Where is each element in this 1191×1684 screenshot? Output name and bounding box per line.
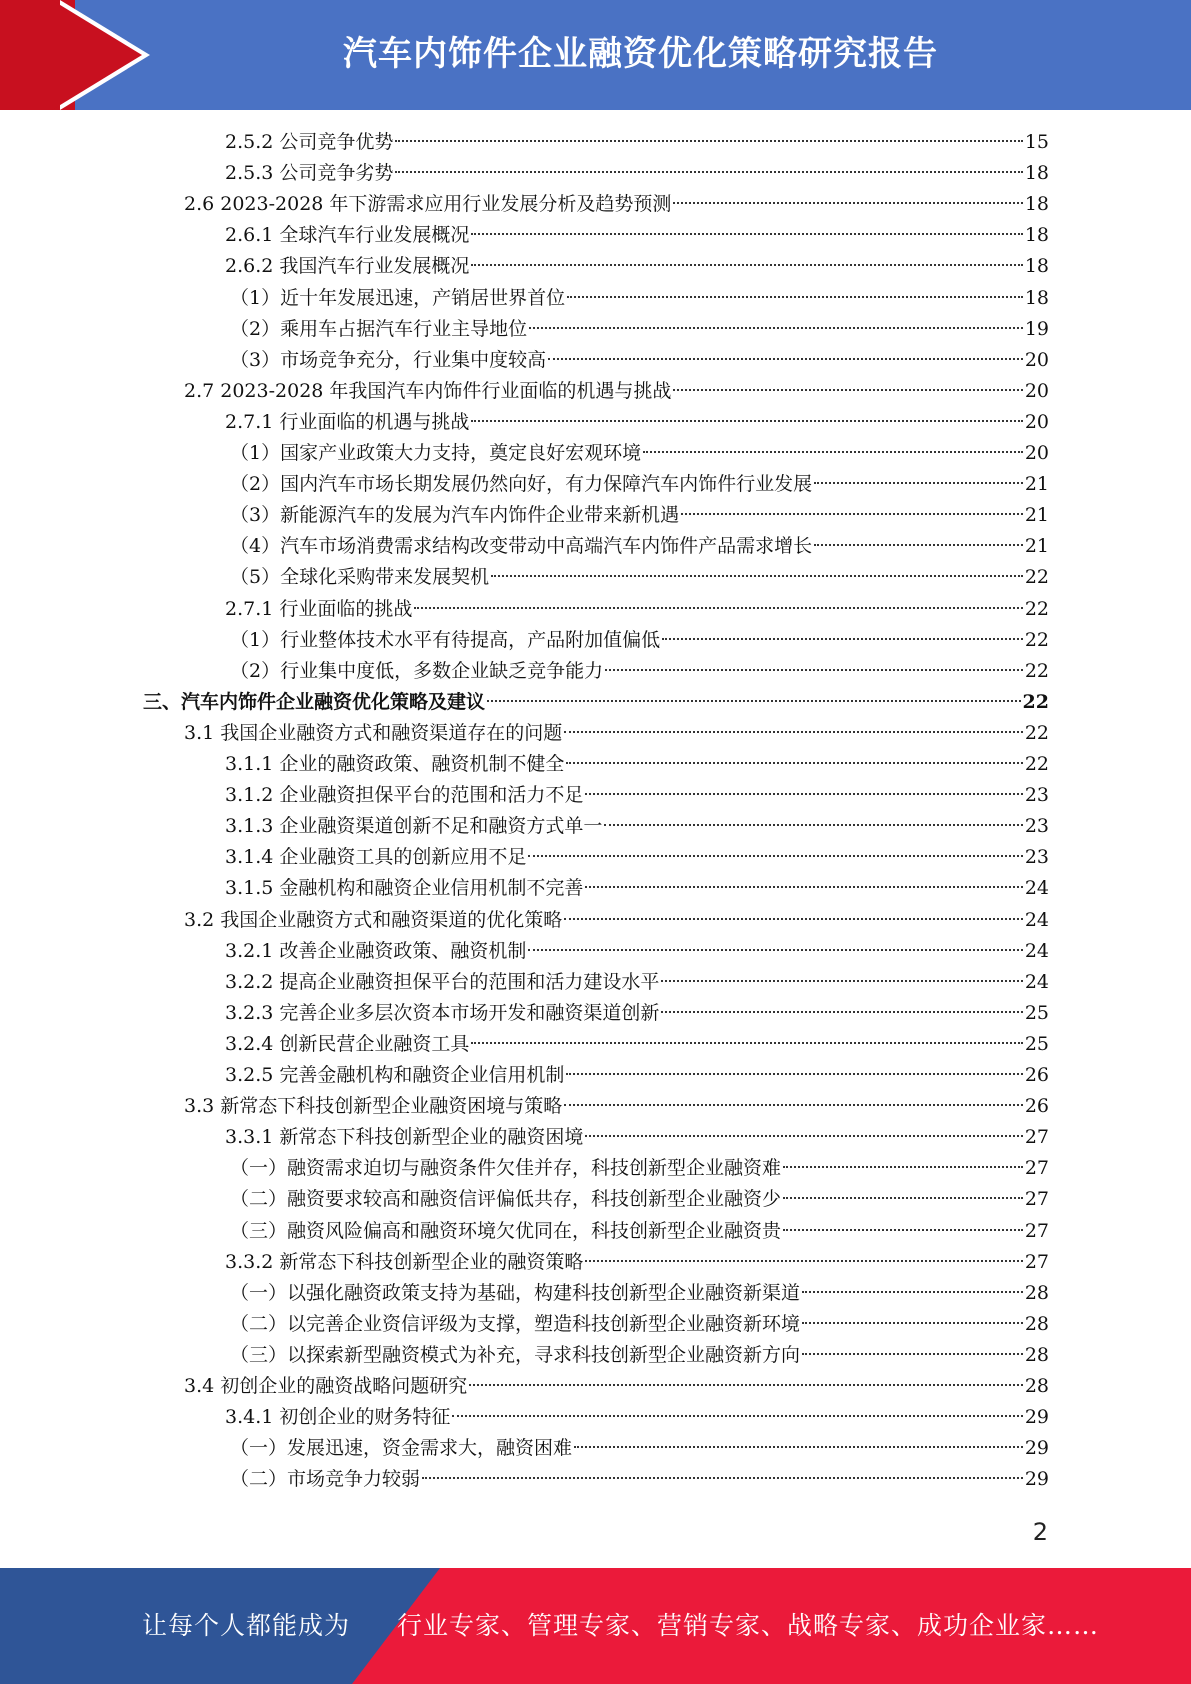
toc-entry-title: （一）发展迅速，资金需求大，融资困难	[230, 1437, 573, 1459]
toc-dot-leader	[662, 637, 1023, 640]
toc-entry-page: 29	[1024, 1468, 1049, 1490]
toc-entry-page: 29	[1024, 1437, 1049, 1459]
toc-entry-page: 21	[1024, 535, 1049, 557]
toc-entry[interactable]	[225, 251, 1049, 282]
toc-entry[interactable]	[230, 1433, 1049, 1464]
toc-entry[interactable]	[230, 1153, 1049, 1184]
toc-entry-title: 3.3.1 新常态下科技创新型企业的融资困境	[225, 1126, 584, 1148]
toc-entry-title: 2.5.3 公司竞争劣势	[225, 162, 394, 184]
toc-entry-title: （三）以探索新型融资模式为补充，寻求科技创新型企业融资新方向	[230, 1344, 801, 1366]
toc-entry-page: 19	[1024, 318, 1049, 340]
page-number: 2	[1032, 1518, 1048, 1546]
toc-entry-page: 15	[1024, 131, 1049, 153]
toc-entry-title: 3.3.2 新常态下科技创新型企业的融资策略	[225, 1251, 584, 1273]
toc-entry-title: 3.1.3 企业融资渠道创新不足和融资方式单一	[225, 815, 603, 837]
toc-dot-leader	[585, 1259, 1022, 1262]
toc-entry-page: 24	[1024, 877, 1049, 899]
toc-entry-page: 27	[1024, 1126, 1049, 1148]
toc-entry[interactable]	[230, 283, 1049, 314]
toc-entry-page: 27	[1024, 1251, 1049, 1273]
toc-entry-page: 24	[1024, 971, 1049, 993]
toc-entry-title: （2）乘用车占据汽车行业主导地位	[230, 318, 528, 340]
toc-entry-page: 18	[1024, 162, 1049, 184]
toc-entry-title: （3）新能源汽车的发展为汽车内饰件企业带来新机遇	[230, 504, 680, 526]
toc-entry[interactable]	[230, 345, 1049, 376]
toc-entry[interactable]	[184, 718, 1049, 749]
toc-entry-page: 27	[1024, 1157, 1049, 1179]
toc-dot-leader	[395, 139, 1022, 142]
toc-entry-page: 22	[1024, 629, 1049, 651]
toc-entry-title: 3.1.4 企业融资工具的创新应用不足	[225, 846, 527, 868]
toc-entry[interactable]	[225, 967, 1049, 998]
toc-entry-page: 22	[1024, 598, 1049, 620]
toc-dot-leader	[528, 854, 1022, 857]
toc-entry-title: 2.6.1 全球汽车行业发展概况	[225, 224, 470, 246]
toc-entry[interactable]	[225, 1402, 1049, 1433]
toc-entry[interactable]	[230, 438, 1049, 469]
toc-entry-title: 3.1.1 企业的融资政策、融资机制不健全	[225, 753, 565, 775]
toc-dot-leader	[604, 823, 1022, 826]
toc-dot-leader	[681, 512, 1023, 515]
toc-entry-title: 2.7 2023-2028 年我国汽车内饰件行业面临的机遇与挑战	[184, 380, 672, 402]
toc-entry-page: 22	[1024, 753, 1049, 775]
toc-dot-leader	[585, 885, 1022, 888]
toc-entry[interactable]	[184, 1371, 1049, 1402]
toc-entry-title: 2.6 2023-2028 年下游需求应用行业发展分析及趋势预测	[184, 193, 672, 215]
toc-entry-page: 29	[1024, 1406, 1049, 1428]
toc-dot-leader	[783, 1165, 1023, 1168]
toc-entry[interactable]	[230, 531, 1049, 562]
toc-entry[interactable]	[230, 314, 1049, 345]
toc-dot-leader	[661, 1010, 1022, 1013]
toc-dot-leader	[471, 419, 1022, 422]
toc-entry-page: 28	[1024, 1282, 1049, 1304]
toc-entry[interactable]	[225, 594, 1049, 625]
toc-entry[interactable]	[225, 407, 1049, 438]
toc-dot-leader	[452, 1414, 1022, 1417]
toc-entry-title: 3.1.2 企业融资担保平台的范围和活力不足	[225, 784, 584, 806]
toc-entry-page: 22	[1024, 660, 1049, 682]
toc-entry[interactable]	[225, 220, 1049, 251]
toc-entry[interactable]	[225, 749, 1049, 780]
toc-entry-title: （5）全球化采购带来发展契机	[230, 566, 490, 588]
toc-entry-title: （2）国内汽车市场长期发展仍然向好，有力保障汽车内饰件行业发展	[230, 473, 813, 495]
toc-entry-page: 18	[1024, 287, 1049, 309]
toc-entry-page: 20	[1024, 442, 1049, 464]
toc-entry[interactable]	[225, 127, 1049, 158]
toc-entry-page: 24	[1024, 909, 1049, 931]
toc-entry-title: （一）融资需求迫切与融资条件欠佳并存，科技创新型企业融资难	[230, 1157, 782, 1179]
toc-entry-page: 22	[1022, 691, 1049, 713]
footer-banner	[0, 1568, 1191, 1684]
toc-dot-leader	[567, 295, 1023, 298]
toc-entry-title: （三）融资风险偏高和融资环境欠优同在，科技创新型企业融资贵	[230, 1220, 782, 1242]
toc-entry[interactable]	[230, 1278, 1049, 1309]
toc-entry-page: 24	[1024, 940, 1049, 962]
toc-entry[interactable]	[225, 842, 1049, 873]
toc-entry[interactable]	[225, 1247, 1049, 1278]
toc-entry[interactable]	[143, 687, 1049, 718]
toc-entry-page: 18	[1024, 193, 1049, 215]
toc-entry[interactable]	[225, 811, 1049, 842]
toc-entry-title: 2.7.1 行业面临的挑战	[225, 598, 413, 620]
toc-entry-title: 3.4.1 初创企业的财务特征	[225, 1406, 451, 1428]
toc-dot-leader	[566, 761, 1022, 764]
toc-entry-page: 21	[1024, 473, 1049, 495]
toc-entry-page: 28	[1024, 1344, 1049, 1366]
toc-entry[interactable]	[230, 500, 1049, 531]
toc-entry-title: 3.2.1 改善企业融资政策、融资机制	[225, 940, 527, 962]
toc-dot-leader	[422, 1476, 1023, 1479]
toc-entry-title: 3.2 我国企业融资方式和融资渠道的优化策略	[184, 909, 563, 931]
toc-entry[interactable]	[184, 189, 1049, 220]
toc-entry-page: 25	[1024, 1033, 1049, 1055]
toc-entry-page: 22	[1024, 566, 1049, 588]
toc-dot-leader	[471, 232, 1022, 235]
toc-entry-title: 2.6.2 我国汽车行业发展概况	[225, 255, 470, 277]
toc-entry[interactable]	[230, 1184, 1049, 1215]
toc-entry-title: 3.4 初创企业的融资战略问题研究	[184, 1375, 468, 1397]
toc-entry-title: 三、汽车内饰件企业融资优化策略及建议	[143, 691, 486, 713]
toc-dot-leader	[585, 792, 1022, 795]
toc-entry-page: 21	[1024, 504, 1049, 526]
toc-entry-page: 27	[1024, 1188, 1049, 1210]
toc-dot-leader	[643, 450, 1023, 453]
toc-entry-title: 3.1.5 金融机构和融资企业信用机制不完善	[225, 877, 584, 899]
toc-entry[interactable]	[230, 1309, 1049, 1340]
toc-entry-title: 3.2.3 完善企业多层次资本市场开发和融资渠道创新	[225, 1002, 660, 1024]
toc-entry-title: （二）融资要求较高和融资信评偏低共存，科技创新型企业融资少	[230, 1188, 782, 1210]
toc-entry-title: 3.2.4 创新民营企业融资工具	[225, 1033, 470, 1055]
toc-entry[interactable]	[225, 873, 1049, 904]
toc-dot-leader	[395, 170, 1022, 173]
toc-dot-leader	[471, 1041, 1022, 1044]
toc-entry-page: 20	[1024, 380, 1049, 402]
toc-entry-title: （二）市场竞争力较弱	[230, 1468, 421, 1490]
toc-dot-leader	[528, 948, 1022, 951]
toc-entry-title: （一）以强化融资政策支持为基础，构建科技创新型企业融资新渠道	[230, 1282, 801, 1304]
toc-entry-title: （1）国家产业政策大力支持，奠定良好宏观环境	[230, 442, 642, 464]
toc-dot-leader	[585, 1134, 1022, 1137]
toc-entry-title: 3.2.5 完善金融机构和融资企业信用机制	[225, 1064, 565, 1086]
toc-entry[interactable]	[225, 1029, 1049, 1060]
toc-entry-page: 23	[1024, 784, 1049, 806]
toc-entry[interactable]	[225, 780, 1049, 811]
toc-dot-leader	[574, 1445, 1023, 1448]
toc-dot-leader	[566, 1072, 1022, 1075]
toc-dot-leader	[814, 543, 1023, 546]
toc-entry[interactable]	[225, 998, 1049, 1029]
toc-entry[interactable]	[230, 469, 1049, 500]
toc-entry-title: 2.7.1 行业面临的机遇与挑战	[225, 411, 470, 433]
header-banner	[0, 0, 1191, 110]
toc-dot-leader	[802, 1321, 1023, 1324]
toc-entry[interactable]	[225, 936, 1049, 967]
footer-slogan-left: 让每个人都能成为	[142, 1611, 351, 1640]
toc-entry-title: （4）汽车市场消费需求结构改变带动中高端汽车内饰件产品需求增长	[230, 535, 813, 557]
toc-entry[interactable]	[230, 1464, 1049, 1495]
toc-dot-leader	[814, 481, 1023, 484]
toc-entry-title: 3.1 我国企业融资方式和融资渠道存在的问题	[184, 722, 563, 744]
toc-entry[interactable]	[230, 625, 1049, 656]
document-title: 汽车内饰件企业融资优化策略研究报告	[343, 34, 938, 74]
toc-entry[interactable]	[230, 656, 1049, 687]
toc-entry[interactable]	[184, 905, 1049, 936]
toc-dot-leader	[605, 668, 1023, 671]
toc-dot-leader	[673, 201, 1022, 204]
toc-entry-title: （3）市场竞争充分，行业集中度较高	[230, 349, 547, 371]
toc-dot-leader	[471, 263, 1022, 266]
toc-entry-title: （2）行业集中度低，多数企业缺乏竞争能力	[230, 660, 604, 682]
toc-entry-page: 25	[1024, 1002, 1049, 1024]
toc-dot-leader	[673, 388, 1022, 391]
toc-entry-title: （1）行业整体技术水平有待提高，产品附加值偏低	[230, 629, 661, 651]
toc-dot-leader	[414, 606, 1022, 609]
toc-dot-leader	[564, 1103, 1023, 1106]
toc-entry-page: 26	[1024, 1095, 1049, 1117]
toc-entry[interactable]	[225, 158, 1049, 189]
toc-entry-page: 28	[1024, 1313, 1049, 1335]
toc-entry[interactable]	[184, 376, 1049, 407]
toc-entry-page: 28	[1024, 1375, 1049, 1397]
toc-dot-leader	[661, 979, 1022, 982]
toc-entry-page: 20	[1024, 349, 1049, 371]
toc-entry-title: 3.2.2 提高企业融资担保平台的范围和活力建设水平	[225, 971, 660, 993]
toc-dot-leader	[802, 1352, 1023, 1355]
toc-entry-page: 22	[1024, 722, 1049, 744]
toc-entry-page: 18	[1024, 255, 1049, 277]
toc-dot-leader	[564, 917, 1023, 920]
toc-entry-title: （二）以完善企业资信评级为支撑，塑造科技创新型企业融资新环境	[230, 1313, 801, 1335]
toc-entry-title: 2.5.2 公司竞争优势	[225, 131, 394, 153]
toc-entry[interactable]	[225, 1122, 1049, 1153]
toc-entry[interactable]	[225, 1060, 1049, 1091]
toc-dot-leader	[564, 730, 1023, 733]
toc-entry-page: 20	[1024, 411, 1049, 433]
toc-entry-page: 26	[1024, 1064, 1049, 1086]
toc-entry-page: 27	[1024, 1220, 1049, 1242]
toc-dot-leader	[491, 574, 1023, 577]
toc-dot-leader	[469, 1383, 1023, 1386]
toc-dot-leader	[783, 1228, 1023, 1231]
toc-entry-page: 23	[1024, 815, 1049, 837]
toc-entry[interactable]	[184, 1091, 1049, 1122]
toc-entry-page: 23	[1024, 846, 1049, 868]
toc-dot-leader	[548, 357, 1023, 360]
toc-entry-title: （1）近十年发展迅速，产销居世界首位	[230, 287, 566, 309]
footer-slogan-right: 行业专家、管理专家、营销专家、战略专家、成功企业家……	[397, 1611, 1100, 1640]
toc-entry-title: 3.3 新常态下科技创新型企业融资困境与策略	[184, 1095, 563, 1117]
toc-entry-page: 18	[1024, 224, 1049, 246]
toc-entry[interactable]	[230, 1216, 1049, 1247]
toc-entry[interactable]	[230, 562, 1049, 593]
toc-dot-leader	[487, 699, 1021, 702]
toc-dot-leader	[802, 1290, 1023, 1293]
header-arrow-red-decoration	[52, 0, 142, 110]
toc-dot-leader	[529, 326, 1023, 329]
toc-dot-leader	[783, 1196, 1023, 1199]
toc-entry[interactable]	[230, 1340, 1049, 1371]
